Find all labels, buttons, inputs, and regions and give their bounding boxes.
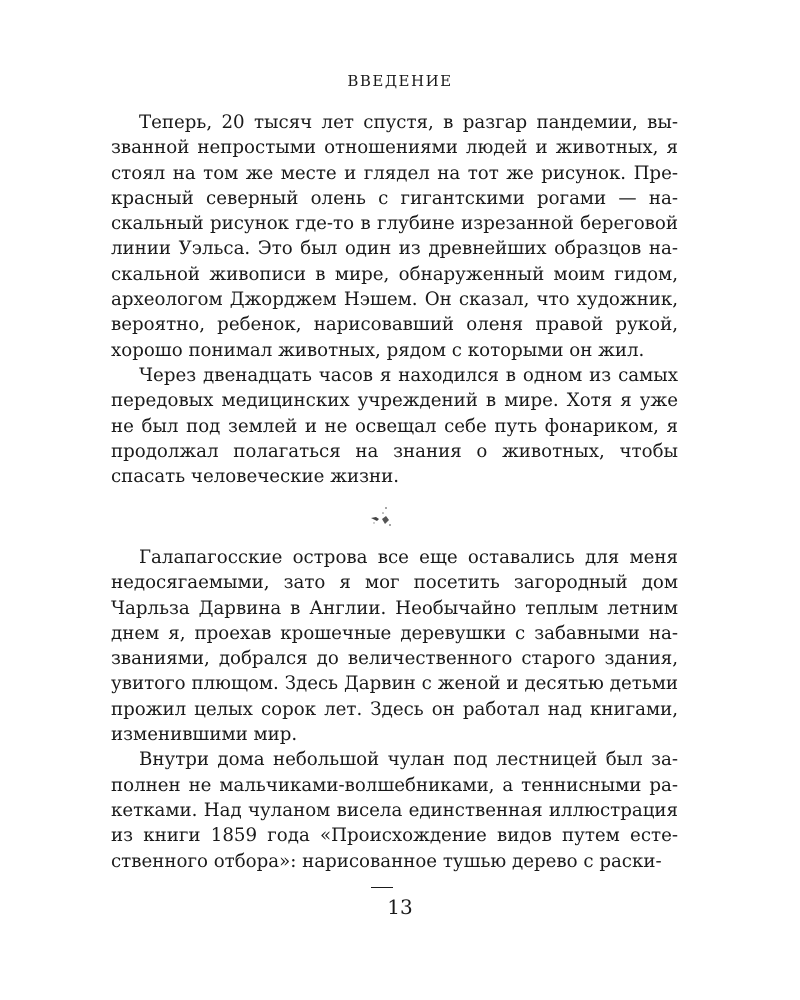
section-break-ornament (366, 505, 396, 529)
paragraph: Теперь, 20 тысяч лет спустя, в разгар пандемии, вызванной непростыми отношениями людей и животных, я стоял на том же месте и глядел на тот же рисунок. Прекрасный северный олень с гигантскими рогами — наскальный рисунок где-то в глубине изрезанной береговой линии Уэльса. Это был один из древнейших образцов наскальной живописи в мире, обнаруженный моим гидом, археологом Джорджем Нэшем. Он сказал, что художник, вероятно, ребенок, нарисовавший оленя правой рукой, хорошо понимал животных, рядом с которыми он жил. (111, 112, 678, 361)
running-head: ВВЕДЕНИЕ (347, 72, 453, 90)
paragraph: Внутри дома небольшой чулан под лестницей был заполнен не мальчиками-волшебниками, а теннисными ракетками. Над чуланом висела единственная иллюстрация из книги 1859 года «Происхождение видов путем естественного отбора»: нарисованное тушью дерево с раски- (111, 749, 678, 872)
text-block-2 (111, 545, 678, 874)
text-block-1 (111, 110, 678, 489)
paragraph: Через двенадцать часов я находился в одном из самых передовых медицинских учреждений в мире. Хотя я уже не был под землей и не освещал себе путь фонариком, я продолжал полагаться на знания о животных, чтобы спасать человеческие жизни. (111, 364, 678, 488)
page-number: 13 (387, 895, 413, 919)
paragraph: Галапагосские острова все еще оставались для меня недосягаемыми, зато я мог посетить загородный дом Чарльза Дарвина в Англии. Необычайно теплым летним днем я, проехав крошечные деревушки с забавными названиями, добрался до величественного старого здания, увитого плющом. Здесь Дарвин с женой и десятью детьми прожил целых сорок лет. Здесь он работал над книгами, изменившими мир. (111, 547, 678, 746)
folio-rule (371, 887, 393, 888)
